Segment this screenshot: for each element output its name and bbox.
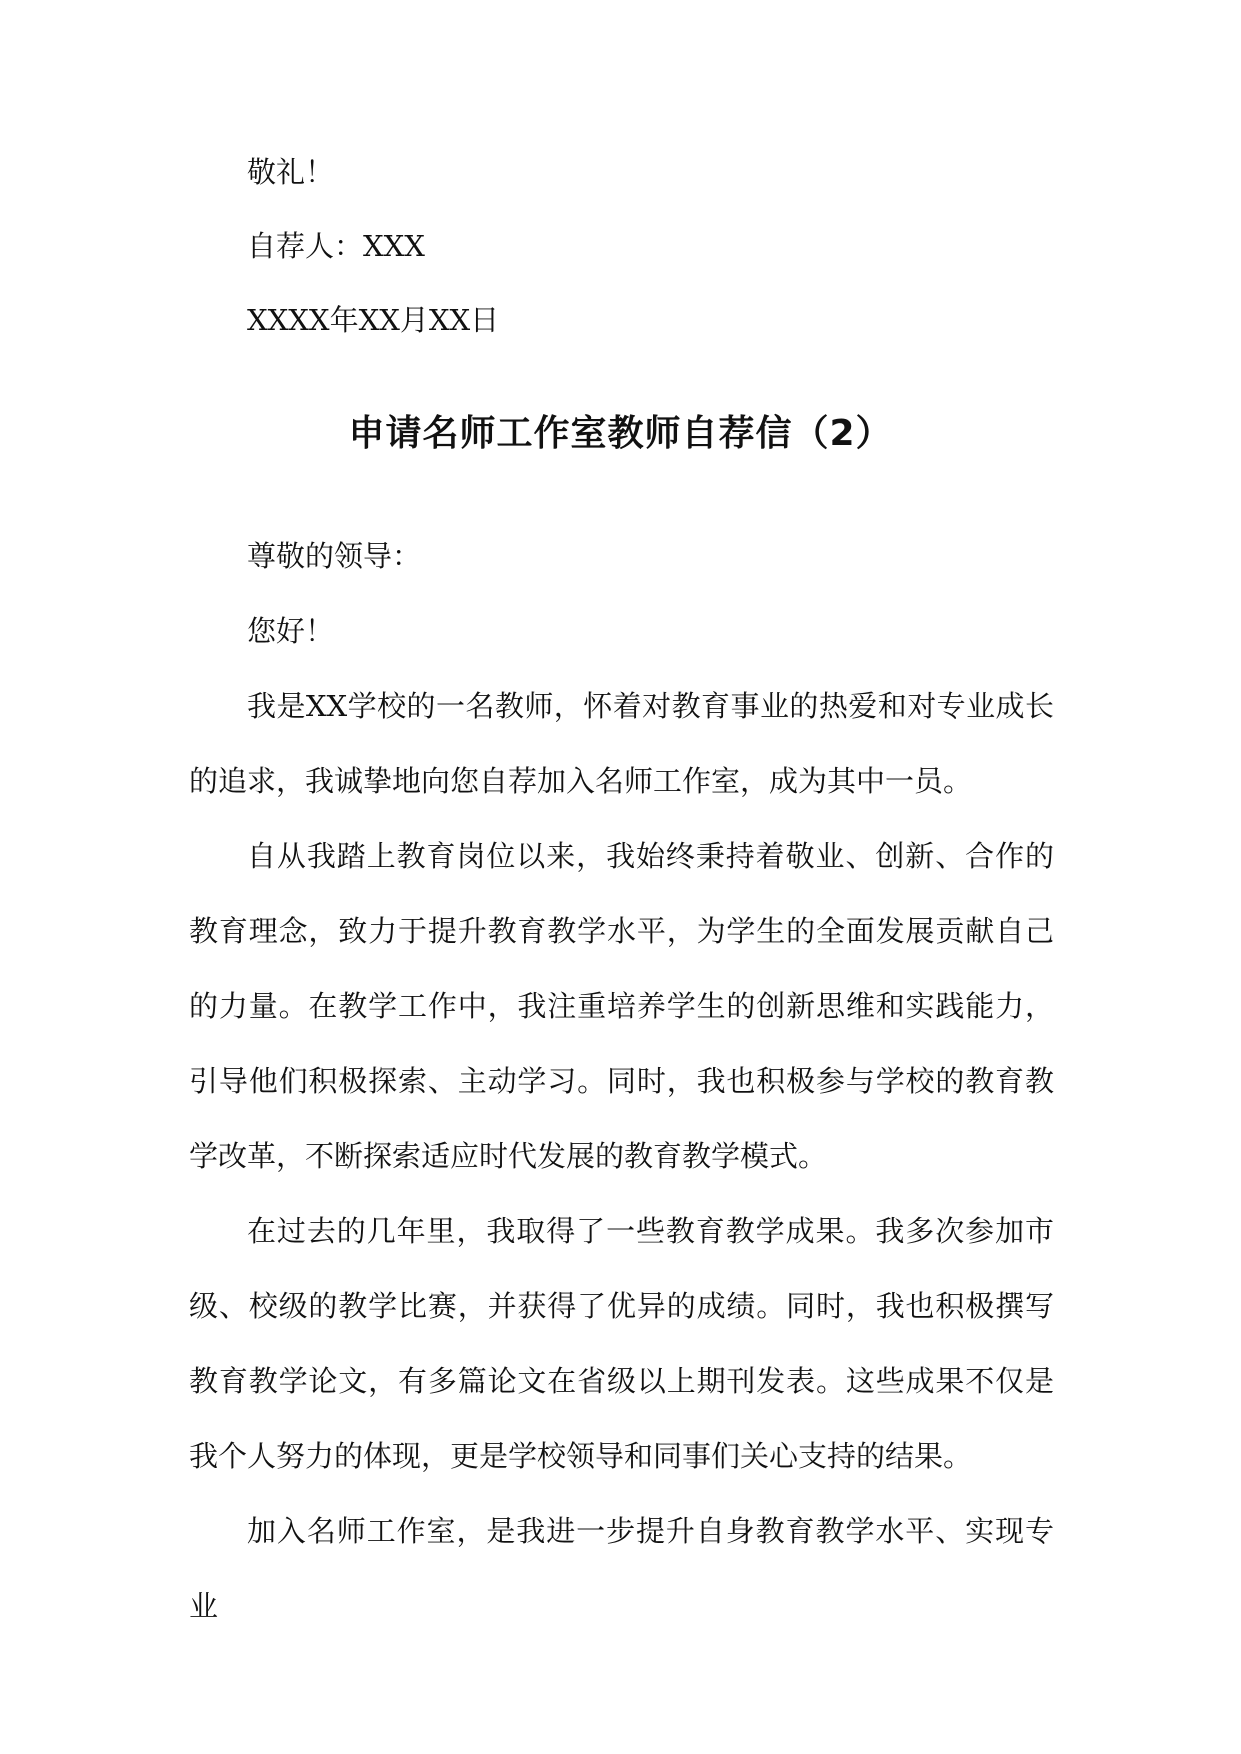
closing-signer: 自荐人：XXX (247, 229, 425, 263)
letter-title: 申请名师工作室教师自荐信（2） (348, 413, 893, 454)
letter-body (189, 669, 1054, 1644)
body-paragraph-3: 在过去的几年里，我取得了一些教育教学成果。我多次参加市级、校级的教学比赛，并获得了优异的成绩。同时，我也积极撰写教育教学论文，有多篇论文在省级以上期刊发表。这些成果不仅是我个人努力的体现，更是学校领导和同事们关心支持的结果。 (189, 1214, 1054, 1473)
closing-date: XXXX年XX月XX日 (247, 303, 500, 337)
body-paragraph-2: 自从我踏上教育岗位以来，我始终秉持着敬业、创新、合作的教育理念，致力于提升教育教学水平，为学生的全面发展贡献自己的力量。在教学工作中，我注重培养学生的创新思维和实践能力，引导他们积极探索、主动学习。同时，我也积极参与学校的教育教学改革，不断探索适应时代发展的教育教学模式。 (189, 839, 1054, 1173)
letter-salutation: 尊敬的领导： (247, 539, 422, 573)
body-paragraph-1: 我是XX学校的一名教师，怀着对教育事业的热爱和对专业成长的追求，我诚挚地向您自荐加入名师工作室，成为其中一员。 (189, 689, 1054, 798)
letter-greeting: 您好！ (247, 614, 335, 648)
closing-regards: 敬礼！ (247, 155, 335, 189)
body-paragraph-4: 加入名师工作室，是我进一步提升自身教育教学水平、实现专业 (189, 1514, 1054, 1623)
